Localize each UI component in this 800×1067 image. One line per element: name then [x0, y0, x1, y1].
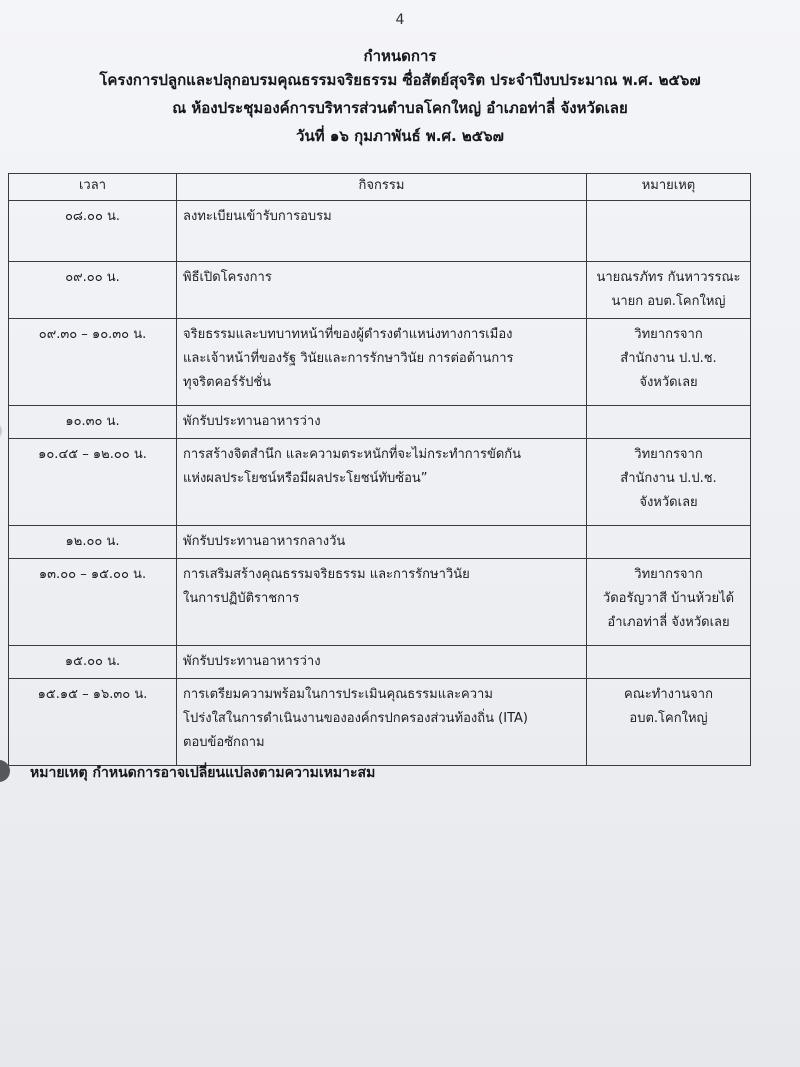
note-cell	[587, 526, 751, 559]
activity-cell	[177, 201, 587, 262]
note-cell	[587, 319, 751, 406]
table-row	[9, 559, 751, 646]
table-row	[9, 646, 751, 679]
time-cell: ๐๙.๓๐ – ๑๐.๓๐ น.	[9, 319, 177, 406]
note-cell	[587, 646, 751, 679]
remark-note: หมายเหตุ กำหนดการอาจเปลี่ยนแปลงตามความเหมาะสม	[30, 765, 376, 781]
note-cell	[587, 262, 751, 319]
table-row	[9, 439, 751, 526]
activity-line: พักรับประทานอาหารกลางวัน	[183, 534, 346, 549]
activity-line: ในการปฏิบัติราชการ	[183, 591, 300, 606]
venue: ณ ห้องประชุมองค์การบริหารส่วนตำบลโคกใหญ่ อำเภอท่าลี่ จังหวัดเลย	[172, 99, 628, 117]
activity-cell	[177, 679, 587, 766]
note-cell	[587, 201, 751, 262]
time-cell: ๐๙.๐๐ น.	[9, 262, 177, 319]
activity-line: โปร่งใสในการดำเนินงานขององค์กรปกครองส่วนท้องถิ่น (ITA)	[183, 711, 528, 726]
table-row	[9, 201, 751, 262]
activity-line: พักรับประทานอาหารว่าง	[183, 654, 321, 669]
table-row	[9, 319, 751, 406]
note-line: จังหวัดเลย	[639, 495, 698, 510]
time-cell: ๑๐.๔๕ – ๑๒.๐๐ น.	[9, 439, 177, 526]
time-cell: ๑๐.๓๐ น.	[9, 406, 177, 439]
note-line: วิทยากรจาก	[634, 567, 703, 582]
note-cell	[587, 559, 751, 646]
note-line: สำนักงาน ป.ป.ช.	[620, 471, 717, 486]
note-line: วัดอรัญวาสี บ้านห้วยได้	[602, 591, 735, 606]
activity-line: ตอบข้อซักถาม	[183, 735, 265, 750]
punch-hole	[0, 422, 2, 440]
note-line: วิทยากรจาก	[634, 447, 703, 462]
activity-line: พักรับประทานอาหารว่าง	[183, 414, 321, 429]
note-line: นายก อบต.โคกใหญ่	[611, 294, 726, 309]
note-line: จังหวัดเลย	[639, 375, 698, 390]
document-title: กำหนดการ	[363, 47, 437, 65]
project-name: โครงการปลูกและปลุกอบรมคุณธรรมจริยธรรม ซื่อสัตย์สุจริต ประจำปีงบประมาณ พ.ศ. ๒๕๖๗	[99, 71, 701, 89]
note-line: อำเภอท่าลี่ จังหวัดเลย	[607, 615, 730, 630]
time-cell: ๑๕.๑๕ – ๑๖.๓๐ น.	[9, 679, 177, 766]
activity-cell	[177, 439, 587, 526]
table-row	[9, 679, 751, 766]
activity-line: การเสริมสร้างคุณธรรมจริยธรรม และการรักษาวินัย	[183, 567, 470, 582]
note-line: นายณรภัทร กันหาวรรณะ	[596, 270, 741, 285]
activity-line: ลงทะเบียนเข้ารับการอบรม	[183, 209, 332, 224]
activity-cell	[177, 319, 587, 406]
note-line: สำนักงาน ป.ป.ช.	[620, 351, 717, 366]
time-cell: ๐๘.๐๐ น.	[9, 201, 177, 262]
table-row	[9, 406, 751, 439]
table-row	[9, 262, 751, 319]
note-line: คณะทำงานจาก	[624, 687, 713, 702]
activity-line: แห่งผลประโยชน์หรือมีผลประโยชน์ทับซ้อน”	[183, 471, 428, 486]
note-cell	[587, 679, 751, 766]
page-number: 4	[395, 12, 405, 28]
activity-line: จริยธรรมและบทบาทหน้าที่ของผู้ดำรงตำแหน่งทางการเมือง	[183, 327, 513, 342]
note-line: อบต.โคกใหญ่	[629, 711, 708, 726]
column-header-time: เวลา	[9, 174, 177, 201]
activity-cell	[177, 646, 587, 679]
schedule-table	[8, 173, 751, 766]
activity-line: พิธีเปิดโครงการ	[183, 270, 272, 285]
activity-line: การเตรียมความพร้อมในการประเมินคุณธรรมและความ	[183, 687, 493, 702]
event-date: วันที่ ๑๖ กุมภาพันธ์ พ.ศ. ๒๕๖๗	[296, 127, 504, 145]
activity-line: การสร้างจิตสำนึก และความตระหนักที่จะไม่กระทำการขัดกัน	[183, 447, 522, 462]
note-line: วิทยากรจาก	[634, 327, 703, 342]
table-header-row	[9, 174, 751, 201]
time-cell: ๑๒.๐๐ น.	[9, 526, 177, 559]
time-cell: ๑๕.๐๐ น.	[9, 646, 177, 679]
activity-cell	[177, 406, 587, 439]
activity-cell	[177, 526, 587, 559]
table-row	[9, 526, 751, 559]
note-cell	[587, 406, 751, 439]
activity-cell	[177, 559, 587, 646]
time-cell: ๑๓.๐๐ – ๑๕.๐๐ น.	[9, 559, 177, 646]
note-cell	[587, 439, 751, 526]
activity-line: ทุจริตคอร์รัปชั่น	[183, 375, 272, 390]
activity-cell	[177, 262, 587, 319]
column-header-note: หมายเหตุ	[587, 174, 751, 201]
column-header-activity: กิจกรรม	[177, 174, 587, 201]
activity-line: และเจ้าหน้าที่ของรัฐ วินัยและการรักษาวินัย การต่อต้านการ	[183, 351, 514, 366]
